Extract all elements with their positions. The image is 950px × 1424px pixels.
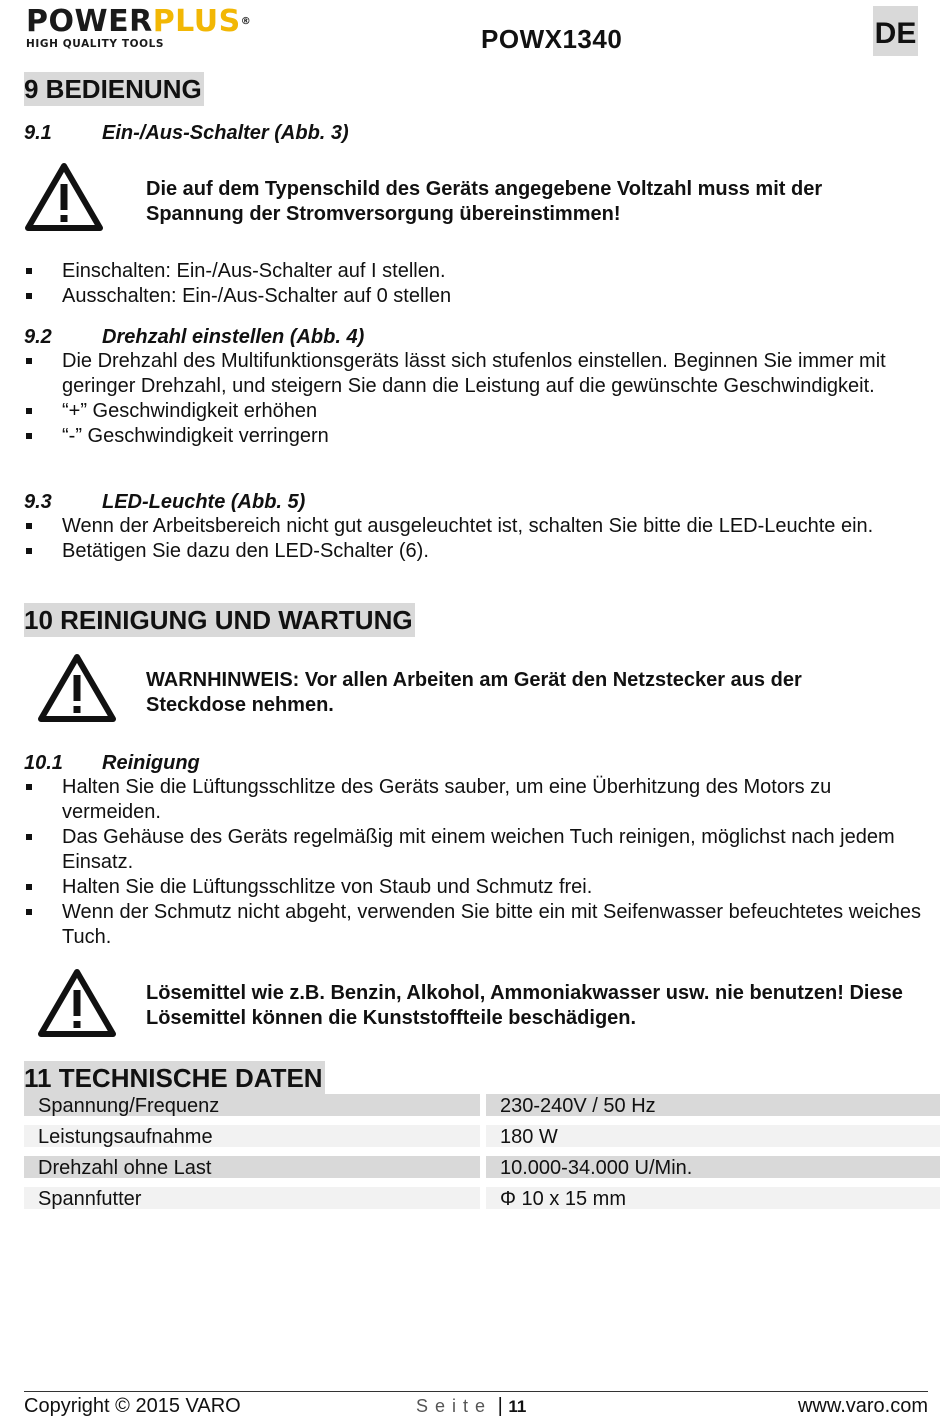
cleaning-bullet-list (24, 775, 924, 950)
section-11-heading: 11 TECHNISCHE DATEN (24, 1063, 323, 1093)
spec-value: 180 W (486, 1125, 940, 1147)
list-item: Halten Sie die Lüftungsschlitze von Staub und Schmutz frei. (24, 875, 924, 900)
list-item: Halten Sie die Lüftungsschlitze des Geräts sauber, um eine Überhitzung des Motors zu vermeiden. (24, 775, 924, 825)
warning-triangle-icon (37, 653, 117, 723)
section-title: Drehzahl einstellen (Abb. 4) (102, 326, 365, 348)
model-number: POWX1340 (481, 24, 623, 54)
section-title: Reinigung (102, 752, 200, 774)
section-number: 9.3 (24, 491, 52, 513)
section-title: Ein-/Aus-Schalter (Abb. 3) (102, 122, 349, 144)
solvent-warning-text: Lösemittel wie z.B. Benzin, Alkohol, Ammoniakwasser usw. nie benutzen! Diese Lösemittel können die Kunststoffteile beschädigen. (146, 982, 903, 1029)
switch-bullet-list (24, 259, 924, 309)
list-item: Betätigen Sie dazu den LED-Schalter (6). (24, 539, 924, 564)
table-row (24, 1156, 940, 1187)
section-9-3-heading (24, 490, 305, 514)
brand-name-plus: PLUS (152, 4, 241, 39)
footer-website: www.varo.com (797, 1395, 928, 1417)
list-item: Ausschalten: Ein-/Aus-Schalter auf 0 stellen (24, 284, 924, 309)
section-number: 9.1 (24, 122, 52, 144)
section-10-heading: 10 REINIGUNG UND WARTUNG (24, 605, 413, 635)
page-separator: | (497, 1395, 503, 1417)
section-10-1-heading (24, 751, 200, 775)
section-number: 9.2 (24, 326, 52, 348)
table-row (24, 1094, 940, 1125)
brand-logo (26, 6, 286, 50)
section-title: LED-Leuchte (Abb. 5) (102, 491, 306, 513)
voltage-warning-text: Die auf dem Typenschild des Geräts angegebene Voltzahl muss mit der Spannung der Stromversorgung übereinstimmen! (146, 178, 823, 225)
spec-label: Leistungsaufnahme (24, 1125, 480, 1147)
warning-triangle-icon (24, 162, 104, 232)
spec-label: Drehzahl ohne Last (24, 1156, 480, 1178)
list-item: “+” Geschwindigkeit erhöhen (24, 399, 924, 424)
list-item: Die Drehzahl des Multifunktionsgeräts lässt sich stufenlos einstellen. Beginnen Sie immer mit geringer Drehzahl, und steigern Sie dann die Leistung auf die gewünschte Geschwindigkeit. (24, 349, 924, 399)
section-9-heading: 9 BEDIENUNG (24, 74, 202, 104)
speed-bullet-list (24, 349, 924, 449)
footer-copyright: Copyright © 2015 VARO (24, 1395, 241, 1417)
spec-value: 10.000-34.000 U/Min. (486, 1156, 940, 1178)
page-word: Seite (416, 1396, 493, 1416)
brand-tagline: HIGH QUALITY TOOLS (26, 38, 165, 50)
spec-label: Spannung/Frequenz (24, 1094, 480, 1116)
table-row (24, 1125, 940, 1156)
list-item: Das Gehäuse des Geräts regelmäßig mit einem weichen Tuch reinigen, möglichst nach jedem Einsatz. (24, 825, 924, 875)
list-item: Einschalten: Ein-/Aus-Schalter auf I stellen. (24, 259, 924, 284)
warning-triangle-icon (37, 968, 117, 1038)
table-row (24, 1187, 940, 1218)
section-9-2-heading (24, 325, 364, 349)
spec-label: Spannfutter (24, 1187, 480, 1209)
section-number: 10.1 (24, 752, 63, 774)
footer-page-indicator (416, 1394, 526, 1419)
spec-value: Φ 10 x 15 mm (486, 1187, 940, 1209)
brand-registered-mark: ® (240, 16, 252, 27)
unplug-warning-text: WARNHINWEIS: Vor allen Arbeiten am Gerät den Netzstecker aus der Steckdose nehmen. (146, 669, 802, 716)
footer-divider (24, 1391, 928, 1392)
technical-data-table (24, 1094, 940, 1218)
list-item: “-” Geschwindigkeit verringern (24, 424, 924, 449)
section-9-1-heading (24, 121, 349, 145)
led-bullet-list (24, 514, 924, 564)
list-item: Wenn der Schmutz nicht abgeht, verwenden Sie bitte ein mit Seifenwasser befeuchtetes weiches Tuch. (24, 900, 924, 950)
brand-name-power: POWER (26, 4, 153, 39)
spec-value: 230-240V / 50 Hz (486, 1094, 940, 1116)
language-badge: DE (873, 6, 918, 56)
list-item: Wenn der Arbeitsbereich nicht gut ausgeleuchtet ist, schalten Sie bitte die LED-Leuchte ein. (24, 514, 924, 539)
page-number: 11 (508, 1397, 527, 1416)
